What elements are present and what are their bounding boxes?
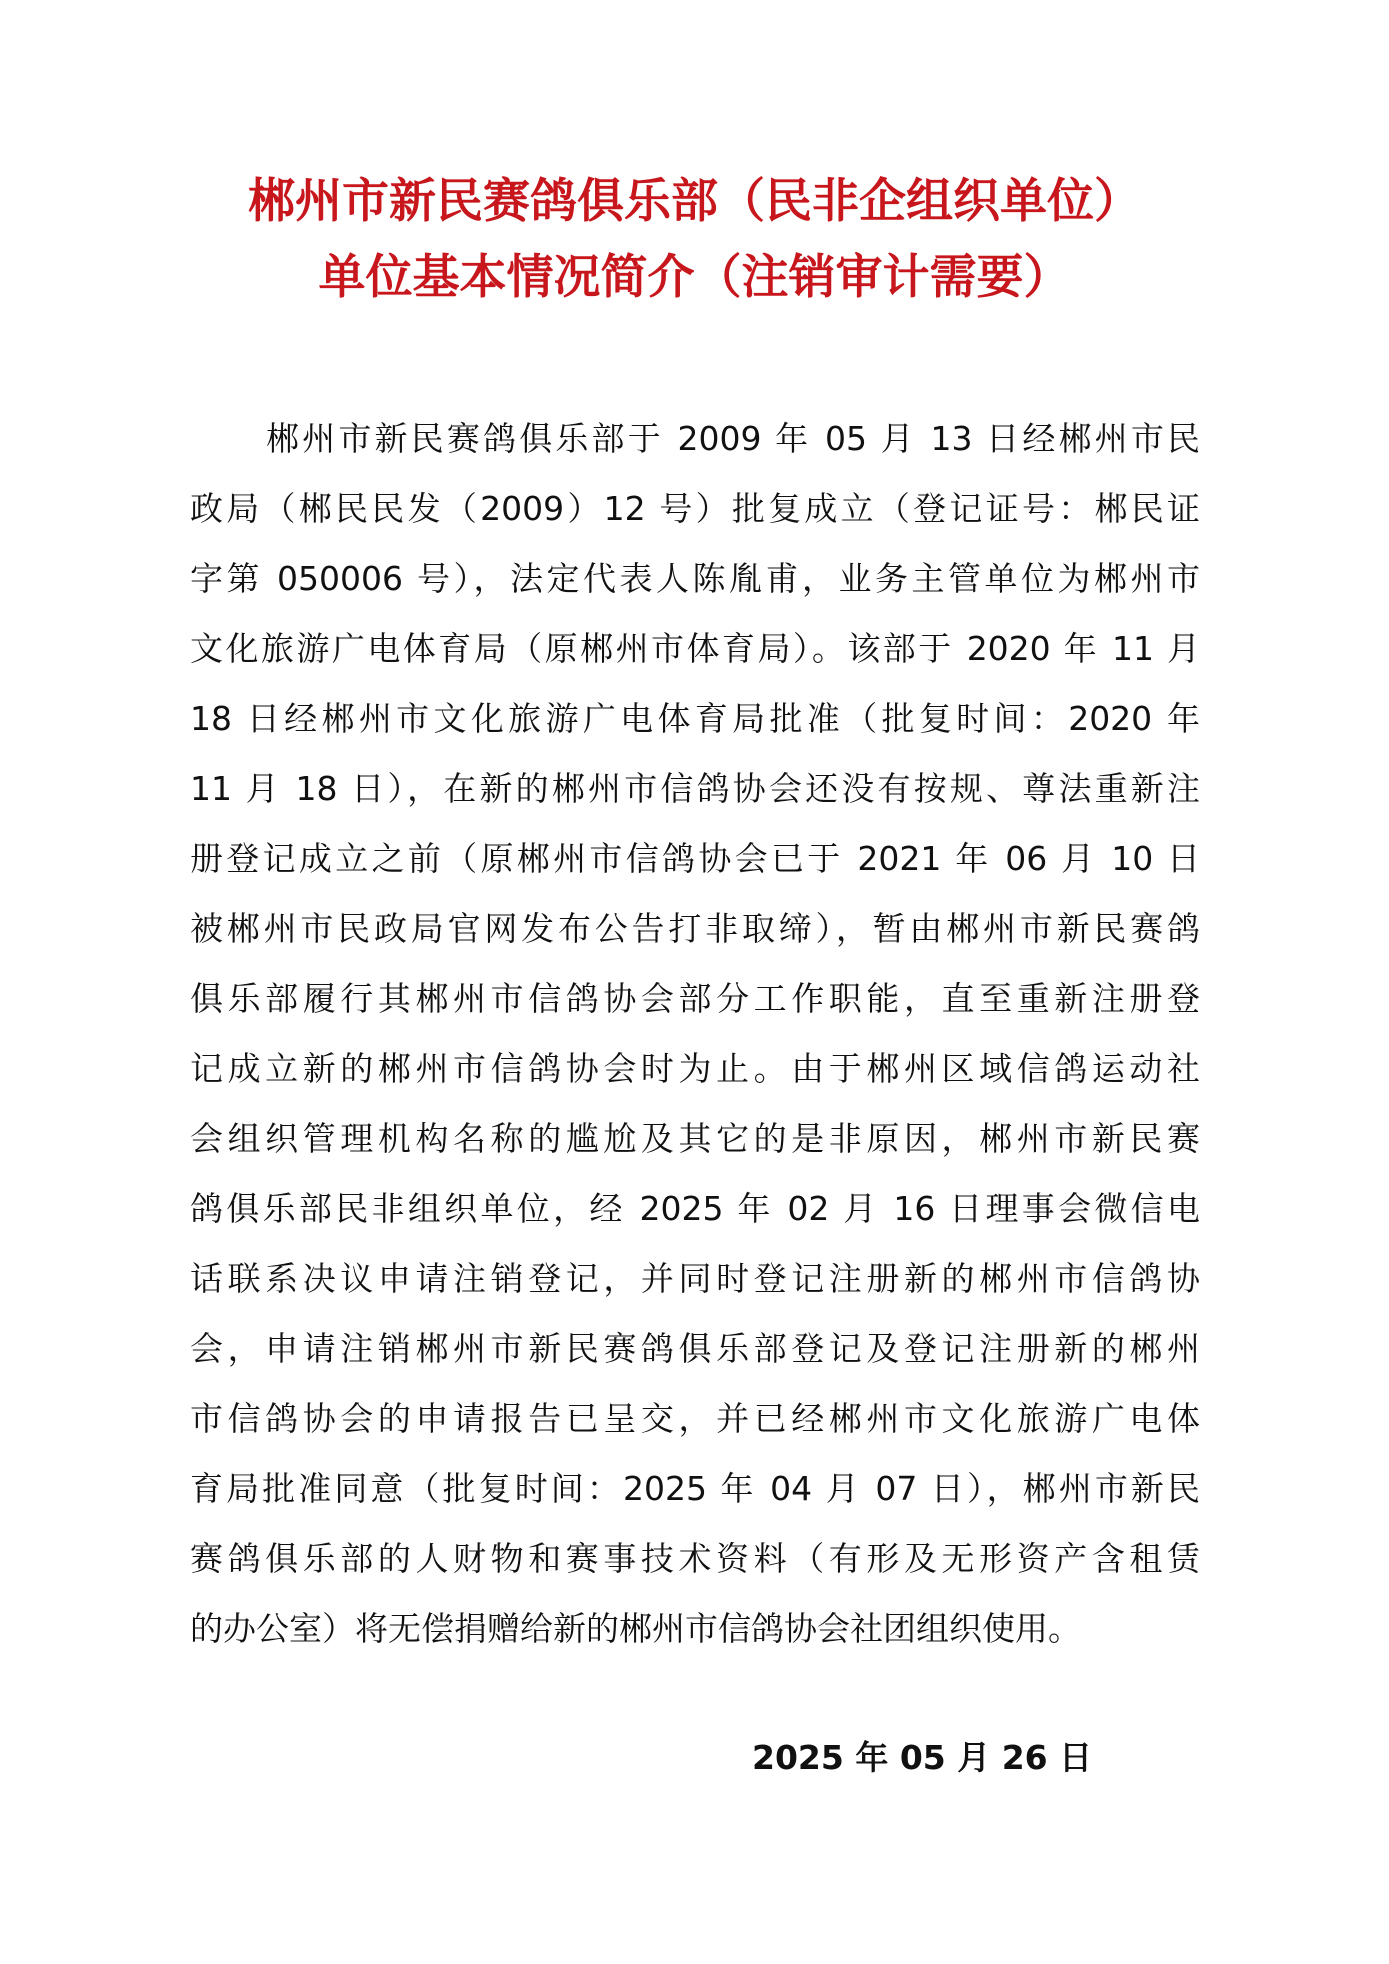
body-line: 俱乐部履行其郴州市信鸽协会部分工作职能，直至重新注册登 <box>190 979 1200 1018</box>
body-line: 育局批准同意（批复时间：2025 年 04 月 07 日），郴州市新民 <box>190 1469 1200 1508</box>
body-line: 鸽俱乐部民非组织单位，经 2025 年 02 月 16 日理事会微信电 <box>190 1189 1200 1228</box>
document-title-line-1: 郴州市新民赛鸽俱乐部（民非企组织单位） <box>248 174 1141 229</box>
body-line: 记成立新的郴州市信鸽协会时为止。由于郴州区域信鸽运动社 <box>190 1049 1200 1088</box>
body-line: 市信鸽协会的申请报告已呈交，并已经郴州市文化旅游广电体 <box>190 1399 1200 1438</box>
body-line: 赛鸽俱乐部的人财物和赛事技术资料（有形及无形资产含租赁 <box>190 1539 1200 1578</box>
body-line: 话联系决议申请注销登记，并同时登记注册新的郴州市信鸽协 <box>190 1259 1200 1298</box>
body-line: 的办公室）将无偿捐赠给新的郴州市信鸽协会社团组织使用。 <box>190 1609 1081 1648</box>
body-line: 文化旅游广电体育局（原郴州市体育局）。该部于 2020 年 11 月 <box>190 629 1200 668</box>
body-line: 郴州市新民赛鸽俱乐部于 2009 年 05 月 13 日经郴州市民 <box>266 419 1200 458</box>
body-line: 册登记成立之前（原郴州市信鸽协会已于 2021 年 06 月 10 日 <box>190 839 1200 878</box>
body-line: 政局（郴民民发（2009）12 号）批复成立（登记证号：郴民证 <box>190 489 1200 528</box>
body-line: 会，申请注销郴州市新民赛鸽俱乐部登记及登记注册新的郴州 <box>190 1329 1200 1368</box>
body-line: 18 日经郴州市文化旅游广电体育局批准（批复时间：2020 年 <box>190 699 1200 738</box>
document-body <box>190 404 1200 1664</box>
document-date: 2025 年 05 月 26 日 <box>752 1738 1093 1777</box>
document-title-line-2: 单位基本情况简介（注销审计需要） <box>318 250 1071 305</box>
body-line: 字第 050006 号），法定代表人陈胤甫，业务主管单位为郴州市 <box>190 559 1200 598</box>
body-line: 11 月 18 日），在新的郴州市信鸽协会还没有按规、尊法重新注 <box>190 769 1200 808</box>
body-line: 被郴州市民政局官网发布公告打非取缔），暂由郴州市新民赛鸽 <box>190 909 1200 948</box>
body-line: 会组织管理机构名称的尴尬及其它的是非原因，郴州市新民赛 <box>190 1119 1200 1158</box>
